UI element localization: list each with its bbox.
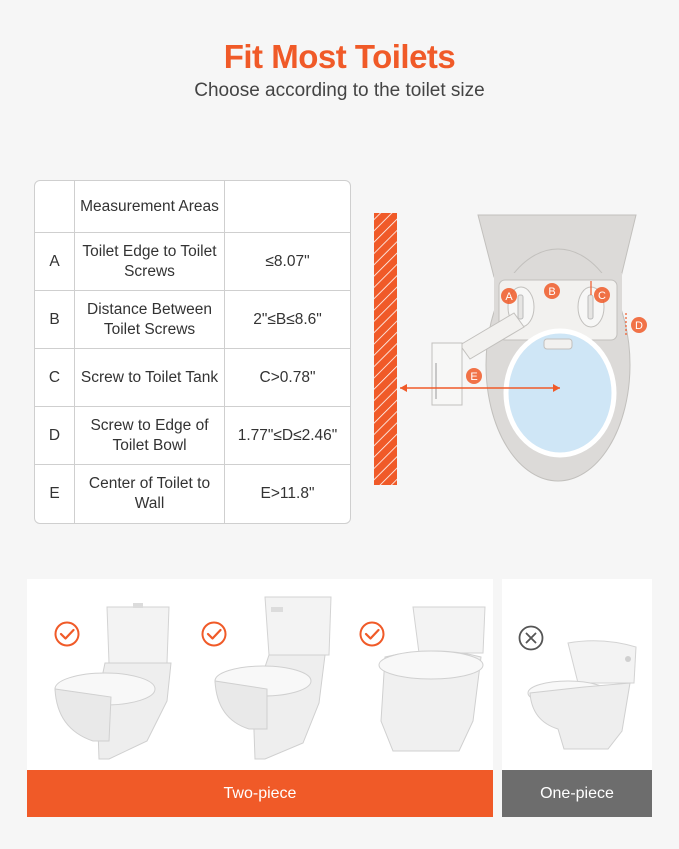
label-c-marker bbox=[594, 287, 610, 303]
table-header-key bbox=[35, 181, 75, 233]
toilet-image-two-piece-3 bbox=[363, 601, 493, 761]
toilet-image-two-piece-1 bbox=[49, 601, 179, 761]
table-row bbox=[35, 349, 350, 407]
table-header-value bbox=[225, 181, 350, 233]
seat-opening bbox=[506, 331, 614, 455]
one-piece-card bbox=[502, 579, 652, 817]
row-key: B bbox=[35, 291, 75, 349]
table-row bbox=[35, 407, 350, 465]
row-key: C bbox=[35, 349, 75, 407]
label-a-text: A bbox=[505, 291, 513, 303]
label-e-text: E bbox=[470, 371, 478, 383]
label-a-marker bbox=[501, 288, 517, 304]
one-piece-label: One-piece bbox=[502, 770, 652, 817]
measurement-table bbox=[34, 180, 351, 524]
row-area: Center of Toilet to Wall bbox=[75, 465, 225, 523]
table-row bbox=[35, 233, 350, 291]
row-key: E bbox=[35, 465, 75, 523]
row-value: C>0.78" bbox=[225, 349, 350, 407]
row-key: D bbox=[35, 407, 75, 465]
table-header-area: Measurement Areas bbox=[75, 181, 225, 233]
row-key: A bbox=[35, 233, 75, 291]
row-value: E>11.8" bbox=[260, 485, 315, 502]
table-header-row bbox=[35, 181, 350, 233]
row-value: 1.77"≤D≤2.46" bbox=[225, 407, 350, 465]
wall-hatch bbox=[374, 213, 397, 485]
label-d-text: D bbox=[635, 320, 643, 332]
two-piece-card bbox=[27, 579, 493, 817]
row-value: 2"≤B≤8.6" bbox=[225, 291, 350, 349]
label-b-marker bbox=[544, 283, 560, 299]
page-title: Fit Most Toilets bbox=[223, 38, 456, 75]
label-d-marker bbox=[631, 317, 647, 333]
table-row bbox=[35, 465, 350, 523]
label-b-text: B bbox=[548, 286, 556, 298]
two-piece-label: Two-piece bbox=[27, 770, 493, 817]
row-area: Distance Between Toilet Screws bbox=[75, 291, 225, 349]
label-c-text: C bbox=[598, 290, 606, 302]
toilet-measurement-diagram bbox=[364, 195, 664, 495]
row-area: Toilet Edge to Toilet Screws bbox=[75, 233, 225, 291]
toilet-image-one-piece bbox=[524, 637, 642, 753]
row-area: Screw to Edge of Toilet Bowl bbox=[75, 407, 225, 465]
table-row bbox=[35, 291, 350, 349]
toilet-image-two-piece-2 bbox=[207, 593, 337, 763]
label-e-marker bbox=[466, 368, 482, 384]
row-area: Screw to Toilet Tank bbox=[75, 349, 225, 407]
page-subtitle: Choose according to the toilet size bbox=[194, 80, 485, 101]
row-value: ≤8.07" bbox=[225, 233, 350, 291]
